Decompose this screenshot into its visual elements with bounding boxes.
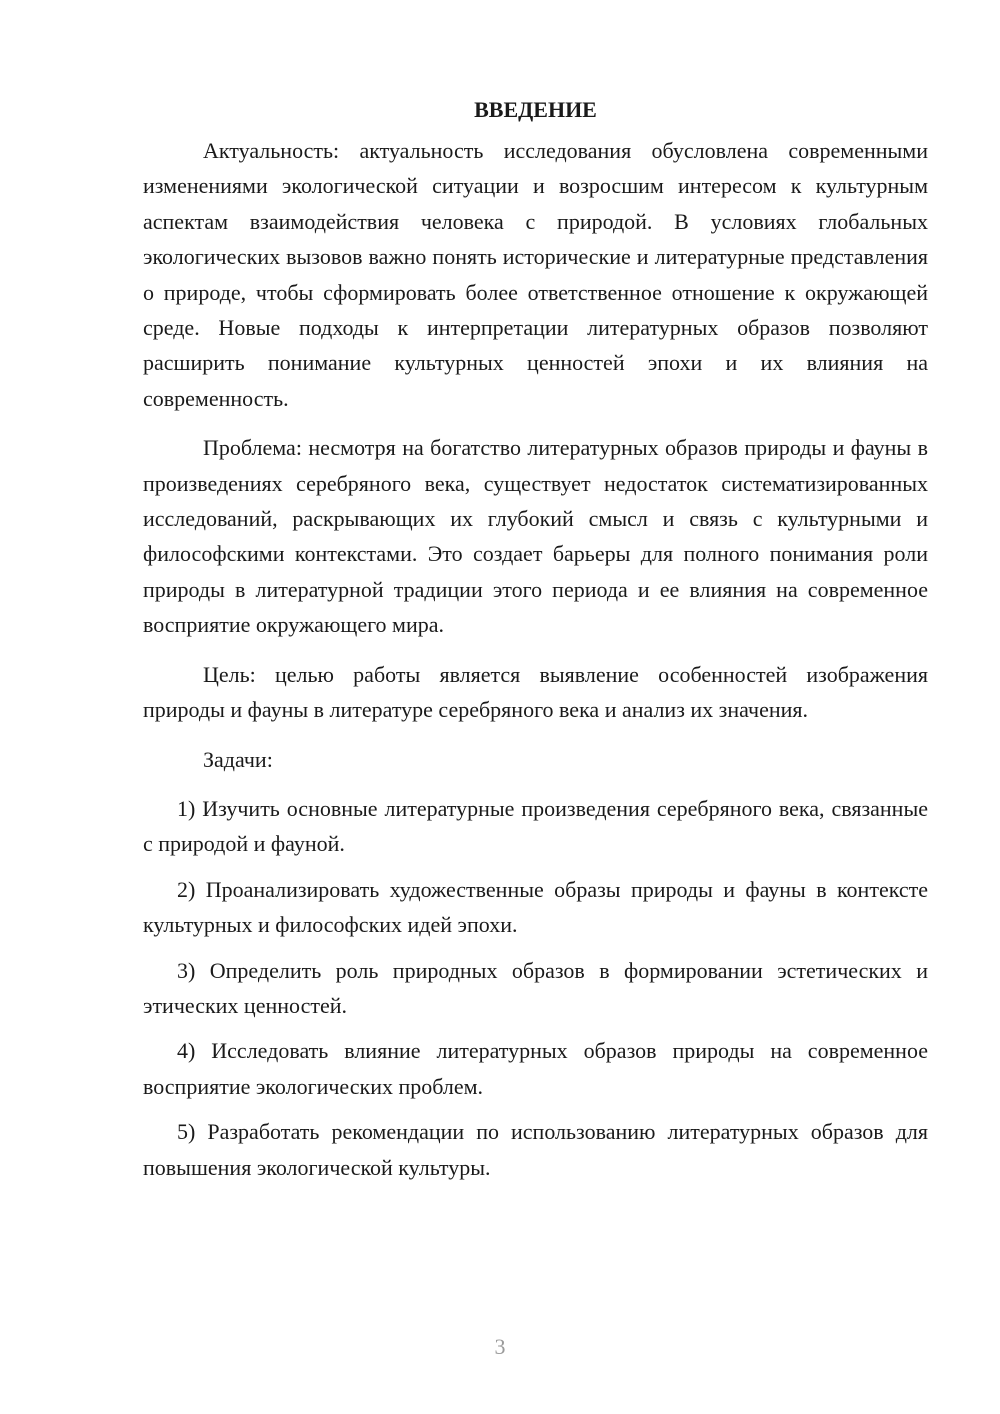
- problem-paragraph: Проблема: несмотря на богатство литературных образов природы и фауны в произведениях серебряного века, существует недостаток систематизированных исследований, раскрывающих их глубокий смысл и связь с культурными и философскими контекстами. Это создает барьеры для полного понимания роли природы в литературной традиции этого периода и ее влияния на современное восприятие окружающего мира.: [143, 435, 928, 638]
- task-item-4: 4) Исследовать влияние литературных образов природы на современное восприятие экологических проблем.: [143, 1038, 928, 1099]
- task-item-2: 2) Проанализировать художественные образы природы и фауны в контексте культурных и философских идей эпохи.: [143, 876, 928, 938]
- document-page: [143, 92, 928, 1195]
- task-item-3: 3) Определить роль природных образов в формировании эстетических и этических ценностей.: [143, 957, 928, 1018]
- goal-paragraph: Цель: целью работы является выявление особенностей изображения природы и фауны в литературе серебряного века и анализ их значения.: [143, 661, 928, 723]
- page-number: 3: [494, 1334, 506, 1359]
- section-heading: ВВЕДЕНИЕ: [474, 97, 597, 122]
- relevance-paragraph: Актуальность: актуальность исследования обусловлена современными изменениями экологической ситуации и возросшим интересом к культурным аспектам взаимодействия человека с природой. В условиях глобальных экологических вызовов важно понять исторические и литературные представления о природе, чтобы сформировать более ответственное отношение к окружающей среде. Новые подходы к интерпретации литературных образов позволяют расширить понимание культурных ценностей эпохи и их влияния на современность.: [143, 138, 928, 411]
- task-item-5: 5) Разработать рекомендации по использованию литературных образов для повышения экологической культуры.: [143, 1119, 928, 1180]
- task-item-1: 1) Изучить основные литературные произведения серебряного века, связанные с природой и фауной.: [143, 795, 928, 857]
- tasks-label: Задачи:: [203, 746, 273, 772]
